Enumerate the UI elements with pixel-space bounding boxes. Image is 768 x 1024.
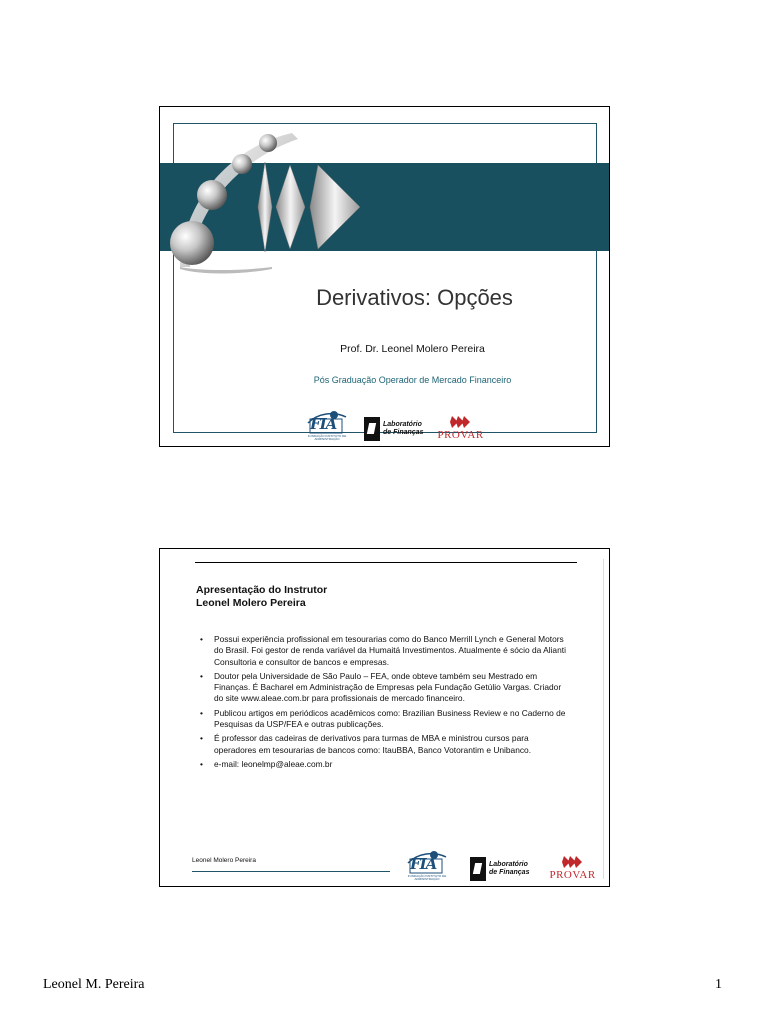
list-item bbox=[200, 671, 572, 705]
provar-logo-text: PROVAR bbox=[549, 869, 596, 881]
heading-line-1: Apresentação do Instrutor bbox=[196, 584, 328, 596]
lab-logo-icon bbox=[364, 417, 380, 441]
fia-logo-subtitle: FUNDAÇÃO INSTITUTO DE ADMINISTRAÇÃO bbox=[307, 434, 347, 441]
bullet-icon: • bbox=[200, 758, 203, 769]
lab-logo-line2: de Finanças bbox=[489, 869, 530, 876]
bullet-text: Doutor pela Universidade de São Paulo – FEA, onde obteve também seu Mestrado em Finanças. É Bacharel em Administração de Empresas pela Fundação Getúlio Vargas. Criador do site www.aleae.com.br para profissionais de mercado financeiro. bbox=[214, 670, 562, 704]
bio-bullet-list bbox=[200, 634, 572, 773]
fia-logo-subtitle: FUNDAÇÃO INSTITUTO DE ADMINISTRAÇÃO bbox=[407, 874, 447, 881]
fia-logo bbox=[304, 409, 350, 441]
provar-logo bbox=[549, 855, 595, 881]
top-rule bbox=[195, 562, 577, 563]
provar-logo bbox=[437, 415, 483, 441]
slide-footer-name: Leonel Molero Pereira bbox=[192, 857, 256, 864]
title-slide bbox=[159, 106, 610, 447]
fia-logo bbox=[404, 849, 450, 881]
page-number: 1 bbox=[715, 977, 722, 992]
list-item bbox=[200, 759, 572, 770]
lab-logo-line1: Laboratório bbox=[489, 861, 528, 868]
side-rule bbox=[603, 559, 604, 879]
instructor-slide bbox=[159, 548, 610, 887]
heading-line-2: Leonel Molero Pereira bbox=[196, 597, 306, 609]
slide-title: Derivativos: Opções bbox=[316, 285, 513, 310]
laboratorio-financas-logo bbox=[364, 417, 423, 441]
list-item bbox=[200, 634, 572, 668]
bullet-text: e-mail: leonelmp@aleae.com.br bbox=[214, 758, 333, 769]
author-name: Prof. Dr. Leonel Molero Pereira bbox=[340, 343, 485, 355]
bullet-text: Possui experiência profissional em tesourarias como do Banco Merrill Lynch e General Motors do Brasil. Foi gestor de renda variável da Humaitá Investimentos. Atualmente é sócio da Alianti Consultoria e consultor de bancos e empresas. bbox=[214, 634, 566, 667]
bullet-icon: • bbox=[200, 670, 203, 681]
fia-logo-text: FIA bbox=[410, 855, 437, 873]
lab-logo-icon bbox=[470, 857, 486, 881]
lab-logo-line1: Laboratório bbox=[383, 421, 422, 428]
bullet-icon: • bbox=[200, 733, 203, 744]
lab-logo-line2: de Finanças bbox=[383, 429, 424, 436]
bullet-text: É professor das cadeiras de derivativos para turmas de MBA e ministrou cursos para operadores em tesourarias de bancos como: ItauBBA, Banco Votorantim e Unibanco. bbox=[214, 733, 532, 755]
page-footer-author: Leonel M. Pereira bbox=[43, 977, 145, 992]
slide-heading bbox=[196, 584, 327, 610]
list-item bbox=[200, 733, 572, 756]
laboratorio-financas-logo bbox=[470, 857, 529, 881]
spheres-and-arrows-graphic bbox=[160, 107, 380, 287]
bullet-icon: • bbox=[200, 707, 203, 718]
list-item bbox=[200, 708, 572, 731]
provar-arrows-icon bbox=[450, 415, 472, 429]
footer-rule bbox=[192, 871, 390, 872]
provar-arrows-icon bbox=[562, 855, 584, 869]
logo-row bbox=[404, 849, 596, 881]
provar-logo-text: PROVAR bbox=[437, 429, 484, 441]
course-name: Pós Graduação Operador de Mercado Financeiro bbox=[313, 375, 512, 385]
bullet-text: Publicou artigos em periódicos acadêmicos como: Brazilian Business Review e no Caderno de Pesquisas da USP/FEA e outras publicações. bbox=[214, 707, 566, 730]
fia-logo-text: FIA bbox=[310, 415, 337, 433]
logo-row bbox=[304, 409, 484, 441]
bullet-icon: • bbox=[200, 634, 203, 644]
